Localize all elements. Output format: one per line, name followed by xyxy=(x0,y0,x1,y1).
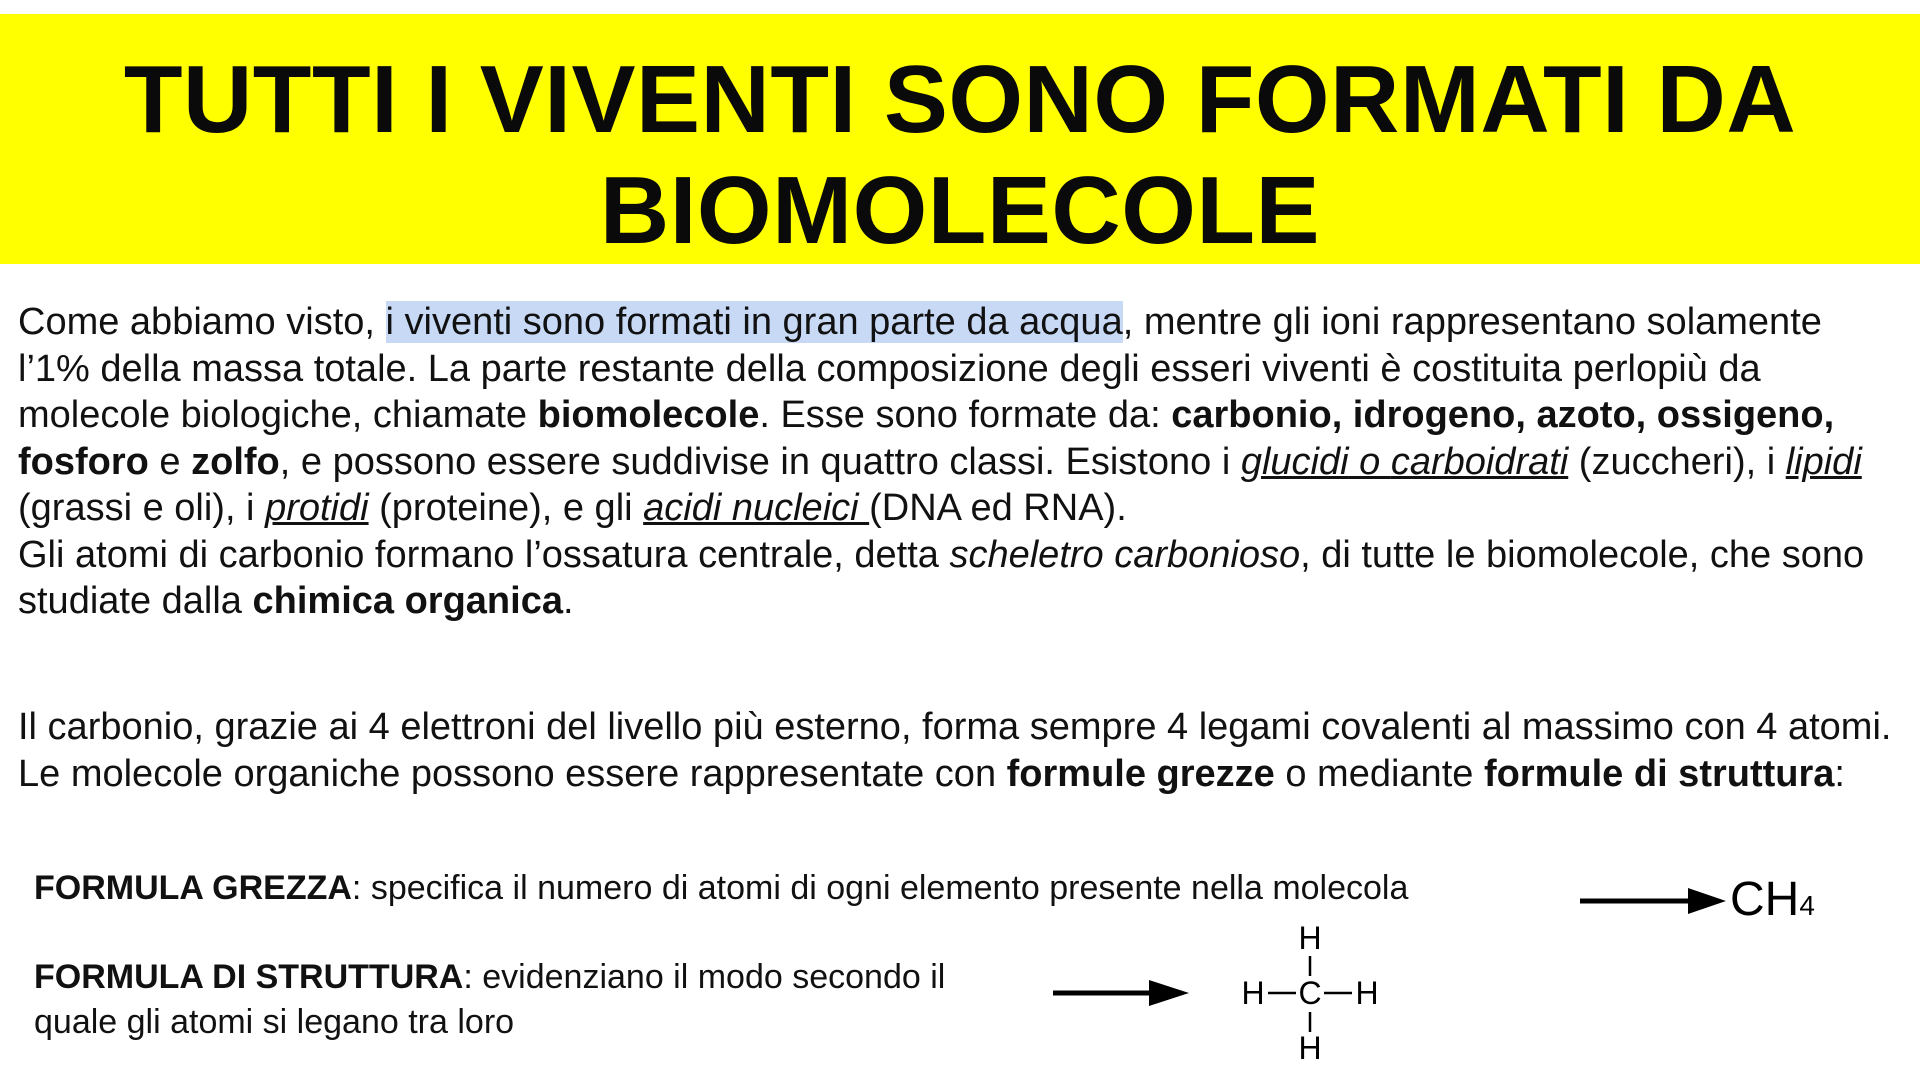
text: : specifica il numero di atomi di ogni elemento presente nella molecola xyxy=(351,869,1409,907)
text: Gli atomi di carbonio formano l’ossatura centrale, detta xyxy=(18,533,950,576)
text: e xyxy=(148,440,192,483)
arrow-right-icon xyxy=(1580,886,1730,916)
term-acidi-nucleici: acidi nucleici xyxy=(643,487,870,529)
definition-formula-struttura xyxy=(34,955,1034,1045)
bond-lines xyxy=(1230,920,1390,1070)
title-banner xyxy=(0,14,1920,264)
atom-h-right: H xyxy=(1355,975,1379,1011)
paragraph-carbonio xyxy=(18,704,1898,797)
atom-h-top: H xyxy=(1298,920,1322,956)
bold-term-biomolecole: biomolecole xyxy=(537,394,760,436)
formula-subscript: 4 xyxy=(1799,890,1815,921)
text: : xyxy=(1834,752,1845,795)
bold-formule-grezze: formule grezze xyxy=(1006,752,1275,795)
term-glucidi: glucidi xyxy=(1240,440,1349,483)
term-lipidi: lipidi xyxy=(1785,440,1862,483)
paragraph-intro xyxy=(18,299,1898,625)
paragraph-scheletro xyxy=(18,534,1864,623)
chemical-formula-ch4 xyxy=(1730,872,1815,934)
page-title xyxy=(0,14,1920,266)
bold-elements: carbonio, idrogeno, azoto, ossigeno, fosforo xyxy=(18,394,1835,483)
text: (zuccheri), i xyxy=(1568,440,1786,483)
formula-main: CH xyxy=(1730,873,1800,926)
bold-chimica-organica: chimica organica xyxy=(252,580,563,622)
bold-formule-struttura: formule di struttura xyxy=(1483,752,1835,795)
term-protidi: protidi xyxy=(265,487,369,529)
italic-scheletro-carbonioso: scheletro carbonioso xyxy=(949,533,1301,576)
label-formula-struttura: FORMULA DI STRUTTURA xyxy=(34,958,464,996)
atom-c-center: C xyxy=(1298,975,1322,1011)
title-line-1: TUTTI I VIVENTI SONO FORMATI DA xyxy=(123,46,1797,153)
selected-text-highlight[interactable]: i viventi sono formati in gran parte da acqua xyxy=(385,301,1123,343)
atom-h-bottom: H xyxy=(1298,1030,1322,1066)
label-formula-grezza: FORMULA GREZZA xyxy=(34,869,352,907)
text: : evidenziano il modo secondo il quale gli atomi si legano tra loro xyxy=(34,958,946,1041)
text: Il carbonio, grazie ai 4 elettroni del livello più esterno, forma sempre 4 legami covalenti al massimo con 4 atomi. Le molecole organiche possono essere rappresentate con xyxy=(18,706,1892,795)
text: , di tutte le biomolecole, che sono studiate dalla xyxy=(18,533,1865,622)
definition-formula-grezza xyxy=(34,866,1408,911)
term-carboidrati: carboidrati xyxy=(1390,440,1569,483)
text: (proteine), e gli xyxy=(368,487,644,529)
text: , mentre gli ioni rappresentano solamente l’1% della massa totale. La parte restante della composizione degli esseri viventi è costituita perlopiù da molecole biologiche, chiamate xyxy=(18,301,1822,436)
arrow-right-icon xyxy=(1053,978,1193,1008)
title-line-2: BIOMOLECOLE xyxy=(599,157,1321,264)
text: . Esse sono formate da: xyxy=(759,394,1172,436)
text: o mediante xyxy=(1274,752,1484,795)
bold-zolfo: zolfo xyxy=(191,440,280,483)
text: Come abbiamo visto, xyxy=(18,301,386,343)
text: , e possono essere suddivise in quattro classi. Esistono i xyxy=(279,440,1241,483)
text: (grassi e oli), i xyxy=(18,487,266,529)
text: (DNA ed RNA). xyxy=(869,487,1127,529)
text: . xyxy=(562,580,574,622)
atom-h-left: H xyxy=(1241,975,1265,1011)
term-connector: o xyxy=(1348,440,1391,483)
